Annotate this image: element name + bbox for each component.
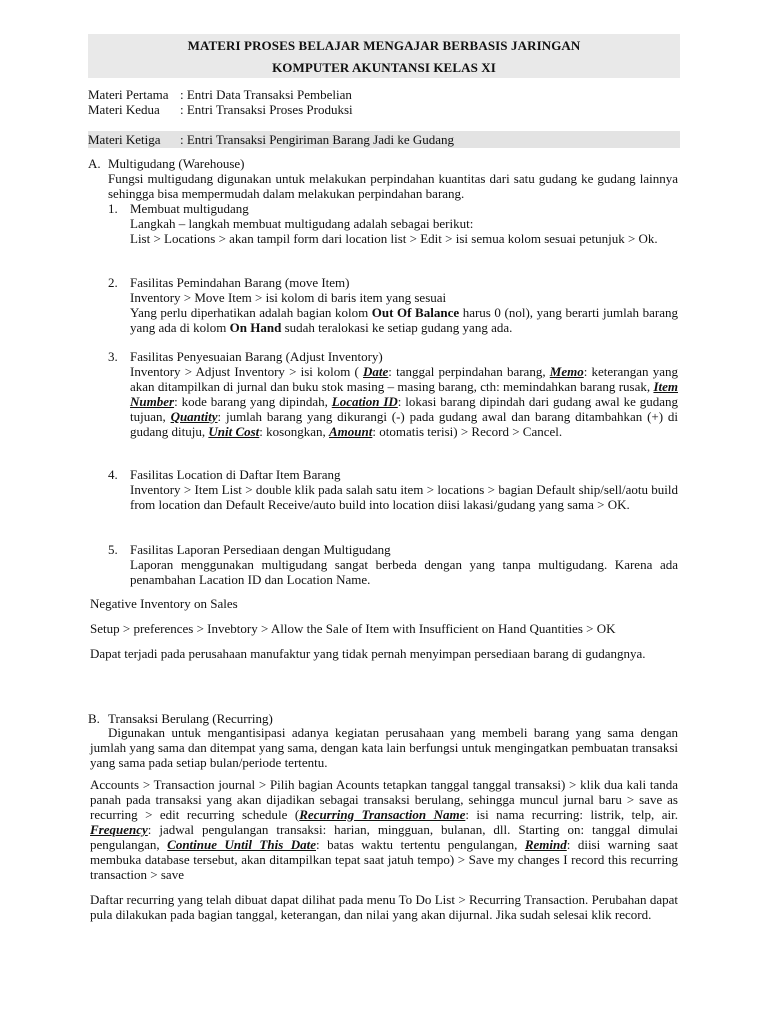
text-run: : diisi warning saat membuka database tersebut, akan ditampilkan tepat saat jatuh tempo) > Save my changes I record this recurring transaction > save [90, 837, 678, 882]
item-1-line-2: List > Locations > akan tampil form dari location list > Edit > isi semua kolom sesuai petunjuk > Ok. [130, 231, 658, 246]
dapat-paragraph: Dapat terjadi pada perusahaan manufaktur yang tidak pernah menyimpan persediaan barang di gudangnya. [90, 646, 646, 661]
text-run: : tanggal perpindahan barang, [388, 364, 550, 379]
item-2-number: 2. [108, 275, 118, 290]
document-header [88, 34, 680, 78]
negative-inventory-heading: Negative Inventory on Sales [90, 596, 238, 611]
item-3-title: Fasilitas Penyesuaian Barang (Adjust Inventory) [130, 349, 383, 364]
text-run: sudah teralokasi ke setiap gudang yang ada. [281, 320, 513, 335]
accounts-paragraph [90, 777, 678, 882]
key-term: Location ID [331, 394, 398, 409]
key-term: Frequency [90, 822, 148, 837]
text-run: : otomatis terisi) > Record > Cancel. [372, 424, 563, 439]
item-1-line-1: Langkah – langkah membuat multigudang adalah sebagai berikut: [130, 216, 474, 231]
text-run: : jadwal pengulangan transaksi: harian, mingguan, bulanan, dll. Starting on: tanggal dimulai pengulangan, [90, 822, 678, 852]
materi-row-3 [88, 131, 680, 148]
section-a-marker: A. [88, 156, 101, 171]
key-term: Remind [524, 837, 567, 852]
key-term: Memo [549, 364, 584, 379]
text-run: harus 0 (nol), yang berarti jumlah barang yang ada di kolom [130, 305, 678, 335]
key-term: Amount [329, 424, 373, 439]
item-2-title: Fasilitas Pemindahan Barang (move Item) [130, 275, 350, 290]
text-run: : batas waktu tertentu pengulangan, [316, 837, 525, 852]
item-3-paragraph [130, 364, 678, 439]
key-term: Recurring Transaction Name [299, 807, 466, 822]
item-4-line-1: Inventory > Item List > double klik pada salah satu item > locations > bagian Default ship/sell/aotu build from location dan Default Receive/auto build into location diisi lakasi/gudang yang sama > OK. [130, 482, 678, 512]
materi-row-2 [88, 102, 680, 117]
item-1-number: 1. [108, 201, 118, 216]
item-3-number: 3. [108, 349, 118, 364]
text-run: : kode barang yang dipindah, [174, 394, 332, 409]
daftar-paragraph: Daftar recurring yang telah dibuat dapat dilihat pada menu To Do List > Recurring Transaction. Perubahan dapat pula dilakukan pada bagian tanggal, keterangan, dan nilai yang akan dijurnal. Jika sudah selesai klik record. [90, 892, 678, 922]
item-2-paragraph [130, 305, 678, 335]
section-a-title: Multigudang (Warehouse) [108, 156, 245, 171]
text-run: Accounts > Transaction journal > Pilih bagian Acounts tetapkan tanggal tanggal transaksi) > klik dua kali tanda panah pada transaksi yang akan dijadikan sebagai transaksi berulang, sehingga muncul jurnal baru > save as recurring > edit recurring schedule ( [90, 777, 678, 822]
key-term: Continue Until This Date [167, 837, 316, 852]
item-1-title: Membuat multigudang [130, 201, 249, 216]
header-title-line-1: MATERI PROSES BELAJAR MENGAJAR BERBASIS JARINGAN [187, 38, 581, 53]
item-5-number: 5. [108, 542, 118, 557]
text-run: Inventory > Adjust Inventory > isi kolom ( [130, 364, 363, 379]
materi-value: : Entri Transaksi Pengiriman Barang Jadi ke Gudang [180, 132, 455, 147]
key-term: Quantity [170, 409, 218, 424]
item-5-line-1: Laporan menggunakan multigudang sangat berbeda dengan yang tanpa multigudang. Karena ada penambahan Lacation ID dan Location Name. [130, 557, 678, 587]
item-5-title: Fasilitas Laporan Persediaan dengan Multigudang [130, 542, 391, 557]
bold-term: On Hand [229, 320, 282, 335]
item-4-title: Fasilitas Location di Daftar Item Barang [130, 467, 341, 482]
key-term: Date [363, 364, 389, 379]
materi-label: Materi Kedua [88, 102, 160, 117]
text-run: : jumlah barang yang dikurangi (-) pada gudang awal dan barang ditambahkan (+) di gudang dituju, [130, 409, 678, 439]
materi-label: Materi Pertama [88, 87, 169, 102]
setup-path: Setup > preferences > Invebtory > Allow the Sale of Item with Insufficient on Hand Quantities > OK [90, 621, 616, 636]
header-title-line-2: KOMPUTER AKUNTANSI KELAS XI [272, 60, 496, 75]
section-a-intro: Fungsi multigudang digunakan untuk melakukan perpindahan kuantitas dari satu gudang ke gudang lainnya sehingga bisa mempermudah dalam melakukan perpindahan barang. [108, 171, 678, 201]
text-run: : kosongkan, [259, 424, 329, 439]
item-4-number: 4. [108, 467, 118, 482]
item-2-line-1: Inventory > Move Item > isi kolom di baris item yang sesuai [130, 290, 447, 305]
key-term: Item Number [130, 379, 678, 409]
text-run: : isi nama recurring: listrik, telp, air. [465, 807, 678, 822]
bold-term: Out Of Balance [371, 305, 460, 320]
text-run: : lokasi barang dipindah dari gudang awal ke gudang tujuan, [130, 394, 679, 424]
materi-row-1 [88, 87, 680, 102]
materi-list [88, 87, 680, 117]
materi-value: : Entri Data Transaksi Pembelian [180, 87, 352, 102]
text-run: Yang perlu diperhatikan adalah bagian kolom [130, 305, 372, 320]
materi-label: Materi Ketiga [88, 132, 161, 147]
text-run: : keterangan yang akan ditampilkan di jurnal dan buku stok masing – masing barang, cth: memindahkan barang rusak, [130, 364, 678, 394]
section-b-title: Transaksi Berulang (Recurring) [108, 711, 273, 726]
section-b-intro: Digunakan untuk mengantisipasi adanya kegiatan perusahaan yang membeli barang yang sama dengan jumlah yang sama dan ditempat yang sama, dengan kata lain berfungsi untuk mengingatkan pembuatan transaksi yang sama pada setiap bulan/periode tertentu. [90, 725, 678, 770]
key-term: Unit Cost [208, 424, 260, 439]
section-b-marker: B. [88, 711, 100, 726]
materi-value: : Entri Transaksi Proses Produksi [180, 102, 353, 117]
